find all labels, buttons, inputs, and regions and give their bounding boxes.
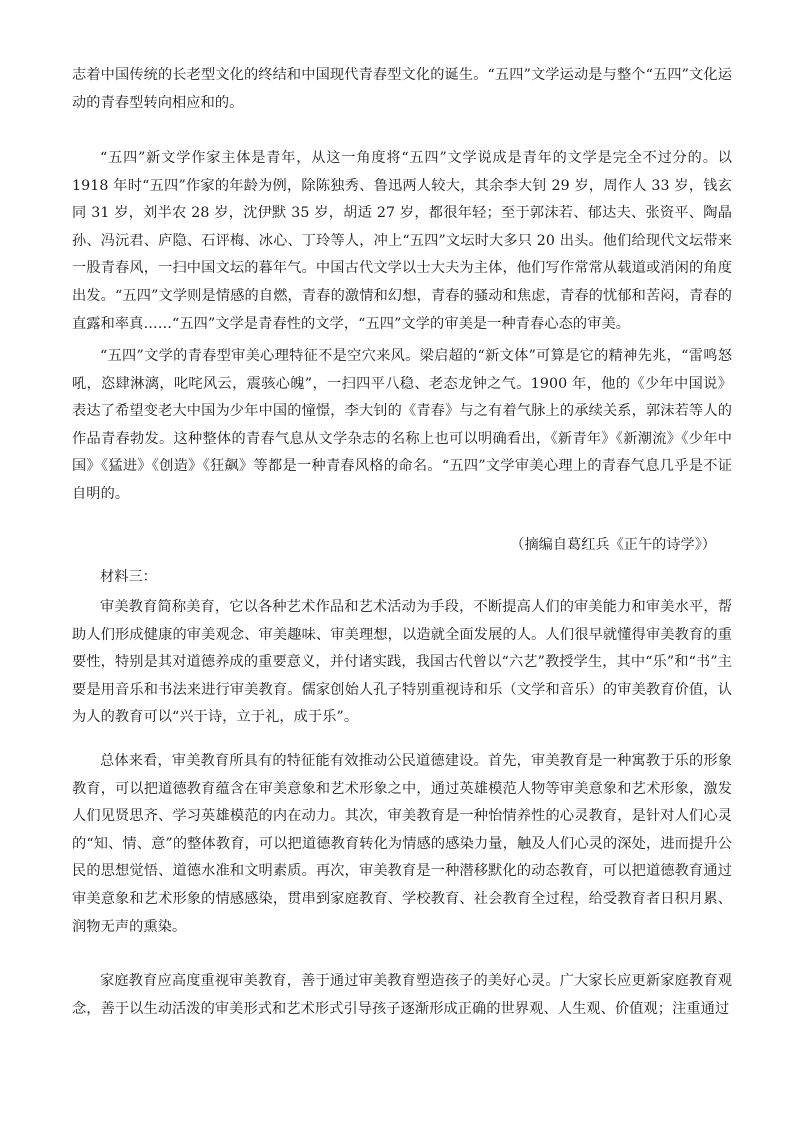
paragraph-aesthetic-education-features: 总体来看，审美教育所具有的特征能有效推动公民道德建设。首先，审美教育是一种寓教于乐的形象教育，可以把道德教育蕴含在审美意象和艺术形象之中，通过英雄模范人物等审美意象和艺术形象，激发人们见贤思齐、学习英雄模范的内在动力。其次，审美教育是一种怡情养性的心灵教育，是针对人们心灵的“知、情、意”的整体教育，可以把道德教育转化为情感的感染力量，触及人们心灵的深处，进而提升公民的思想觉悟、道德水准和文明素质。再次，审美教育是一种潜移默化的动态教育，可以把道德教育通过审美意象和艺术形象的情感感染，贯串到家庭教育、学校教育、社会教育全过程，给受教育者日积月累、润物无声的熏染。: [72, 753, 732, 935]
material-three-heading: 材料三：: [100, 569, 157, 585]
paragraph-youth-aesthetic: “五四”文学的青春型审美心理特征不是空穴来风。梁启超的“新文体”可算是它的精神先兆，“雷鸣怒吼，恣肆淋漓，叱咤风云，震骇心魄”，一扫四平八稳、老态龙钟之气。1900 年，他的《少年中国说》表达了希望变老大中国为少年中国的憧憬，李大钊的《青春》与之有着气脉上的承续关系，郭沫若等人的作品青春勃发。这种整体的青春气息从文学杂志的名称上也可以明确看出，《新青年》《新潮流》《少年中国》《猛进》《创造》《狂飙》等都是一种青春风格的命名。“五四”文学审美心理上的青春气息几乎是不证自明的。: [72, 348, 732, 502]
paragraph-aesthetic-education-definition: 审美教育简称美育，它以各种艺术作品和艺术活动为手段，不断提高人们的审美能力和审美水平，帮助人们形成健康的审美观念、审美趣味、审美理想，以造就全面发展的人。人们很早就懂得审美教育的重要性，特别是其对道德养成的重要意义，并付诸实践，我国古代曾以“六艺”教授学生，其中“乐”和“书”主要是用音乐和书法来进行审美教育。儒家创始人孔子特别重视诗和乐（文学和音乐）的审美教育价值，认为人的教育可以“兴于诗，立于礼，成于乐”。: [72, 599, 732, 726]
source-citation: （摘编自葛红兵《正午的诗学》）: [510, 537, 716, 553]
paragraph-family-education: 家庭教育应高度重视审美教育，善于通过审美教育塑造孩子的美好心灵。广大家长应更新家庭教育观念，善于以生动活泼的审美形式和艺术形式引导孩子逐渐形成正确的世界观、人生观、价值观；注重通过: [72, 973, 732, 1017]
paragraph-continuation: 志着中国传统的长老型文化的终结和中国现代青春型文化的诞生。“五四”文学运动是与整个“五四”文化运动的青春型转向相应和的。: [72, 67, 732, 111]
paragraph-writers-age: “五四”新文学作家主体是青年，从这一角度将“五四”文学说成是青年的文学是完全不过分的。以 1918 年时“五四”作家的年龄为例，除陈独秀、鲁迅两人较大，其余李大钊 29 岁，周作人 33 岁，钱玄同 31 岁，刘半农 28 岁，沈伊默 35 岁，胡适 27 岁，都很年轻；至于郭沫若、郁达夫、张资平、陶晶孙、冯沅君、庐隐、石评梅、冰心、丁玲等人，冲上“五四”文坛时大多只 20 出头。他们给现代文坛带来一股青春风，一扫中国文坛的暮年气。中国古代文学以士大夫为主体，他们写作常常从载道或消闲的角度出发。“五四”文学则是情感的自燃，青春的激情和幻想，青春的骚动和焦虑，青春的忧郁和苦闷，青春的直露和率真……“五四”文学是青春性的文学，“五四”文学的审美是一种青春心态的审美。: [72, 150, 732, 332]
